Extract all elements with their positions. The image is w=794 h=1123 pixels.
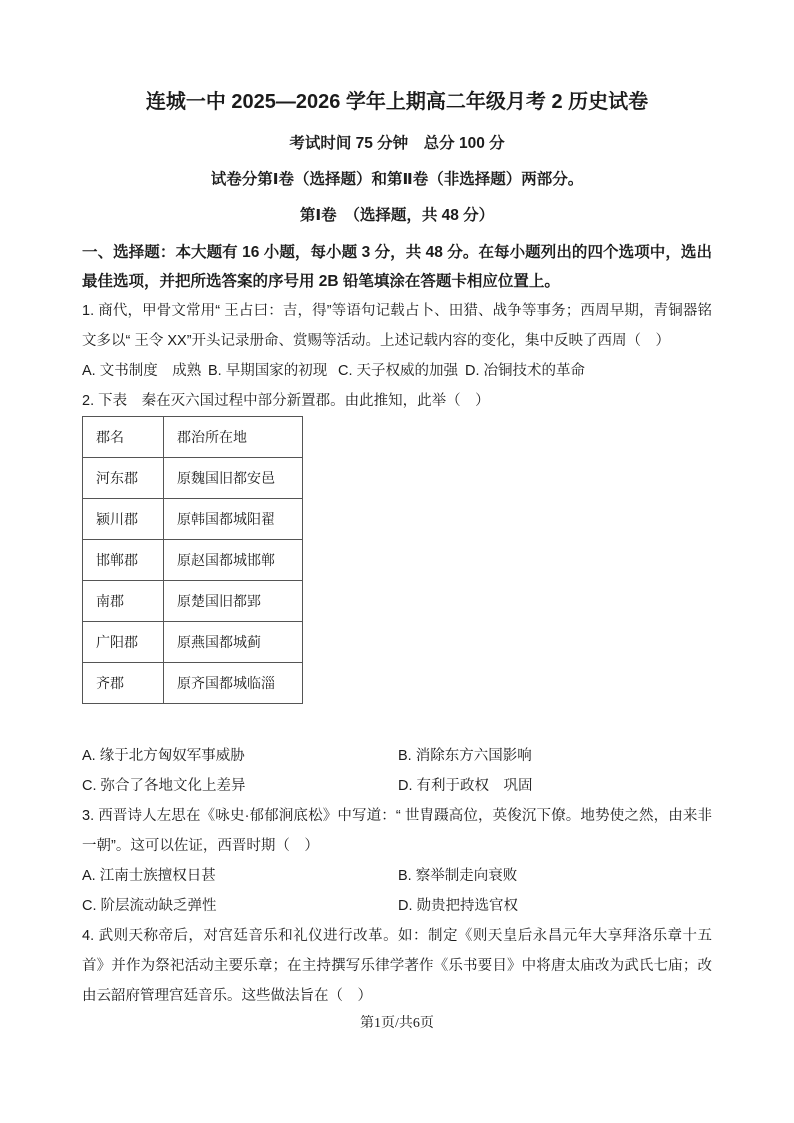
table-row	[83, 663, 303, 704]
table-row	[83, 622, 303, 663]
table-cell: 广阳郡	[83, 622, 164, 663]
question-3-option-b: B. 察举制走向衰败	[398, 868, 518, 884]
table-row	[83, 499, 303, 540]
table-header-row	[83, 417, 303, 458]
question-1-option-c: C. 天子权威的加强	[338, 363, 459, 379]
question-4-stem: 4. 武则天称帝后，对宫廷音乐和礼仪进行改革。如：制定《则天皇后永昌元年大享拜洛乐章十五首》并作为祭祀活动主要乐章；在主持撰写乐律学著作《乐书要目》中将唐太庙改为武氏七庙；改由云韶府管理宫廷音乐。这些做法旨在（ ）	[82, 928, 712, 1004]
table-cell: 邯郸郡	[83, 540, 164, 581]
table-cell: 齐郡	[83, 663, 164, 704]
page-title: 连城一中 2025—2026 学年上期高二年级月考 2 历史试卷	[145, 91, 649, 113]
question-2-option-c: C. 弥合了各地文化上差异	[82, 778, 246, 794]
page-number: 第1页/共6页	[360, 1016, 434, 1031]
table-row	[83, 540, 303, 581]
table-cell: 原韩国都城阳翟	[164, 499, 303, 540]
question-3-option-d: D. 勋贵把持选官权	[398, 898, 519, 914]
prefecture-table	[82, 416, 303, 704]
table-header-cell: 郡治所在地	[164, 417, 303, 458]
question-1-option-b: B. 早期国家的初现	[208, 363, 328, 379]
question-3-option-c: C. 阶层流动缺乏弹性	[82, 898, 217, 914]
question-3-option-a: A. 江南士族擅权日甚	[82, 868, 216, 884]
table-cell: 原齐国都城临淄	[164, 663, 303, 704]
paper-structure-line: 试卷分第Ⅰ卷（选择题）和第Ⅱ卷（非选择题）两部分。	[210, 171, 584, 188]
question-2-option-d: D. 有利于政权 巩固	[398, 778, 533, 794]
question-2-option-b: B. 消除东方六国影响	[398, 748, 532, 764]
table-cell: 南郡	[83, 581, 164, 622]
question-1-options	[82, 356, 712, 386]
table-cell: 颍川郡	[83, 499, 164, 540]
table-header-cell: 郡名	[83, 417, 164, 458]
question-3-stem: 3. 西晋诗人左思在《咏史·郁郁涧底松》中写道：“ 世胄蹑高位，英俊沉下僚。地势使之然，由来非一朝”。这可以佐证，西晋时期（ ）	[82, 808, 712, 854]
question-3-options	[82, 861, 712, 921]
section-1-instructions: 一、选择题：本大题有 16 小题，每小题 3 分，共 48 分。在每小题列出的四个选项中，选出最佳选项，并把所选答案的序号用 2B 铅笔填涂在答题卡相应位置上。	[82, 244, 712, 290]
question-2-option-a: A. 缘于北方匈奴军事威胁	[82, 748, 245, 764]
table-cell: 河东郡	[83, 458, 164, 499]
question-1-option-a: A. 文书制度 成熟	[82, 363, 202, 379]
volume-heading: 第Ⅰ卷 （选择题，共 48 分）	[299, 207, 495, 224]
question-1-option-d: D. 冶铜技术的革命	[465, 363, 586, 379]
exam-time-score-line: 考试时间 75 分钟 总分 100 分	[289, 135, 505, 152]
table-cell: 原燕国都城蓟	[164, 622, 303, 663]
table-row	[83, 581, 303, 622]
question-2-stem: 2. 下表 秦在灭六国过程中部分新置郡。由此推知，此举（ ）	[82, 393, 490, 409]
question-2-options	[82, 741, 712, 801]
question-1-stem: 1. 商代，甲骨文常用“ 王占曰：吉，得”等语句记载占卜、田猎、战争等事务；西周早期，青铜器铭文多以“ 王令 XX”开头记录册命、赏赐等活动。上述记载内容的变化，集中反映了西周（ ）	[82, 303, 712, 349]
table-cell: 原赵国都城邯郸	[164, 540, 303, 581]
table-cell: 原楚国旧都郢	[164, 581, 303, 622]
table-row	[83, 458, 303, 499]
table-cell: 原魏国旧都安邑	[164, 458, 303, 499]
